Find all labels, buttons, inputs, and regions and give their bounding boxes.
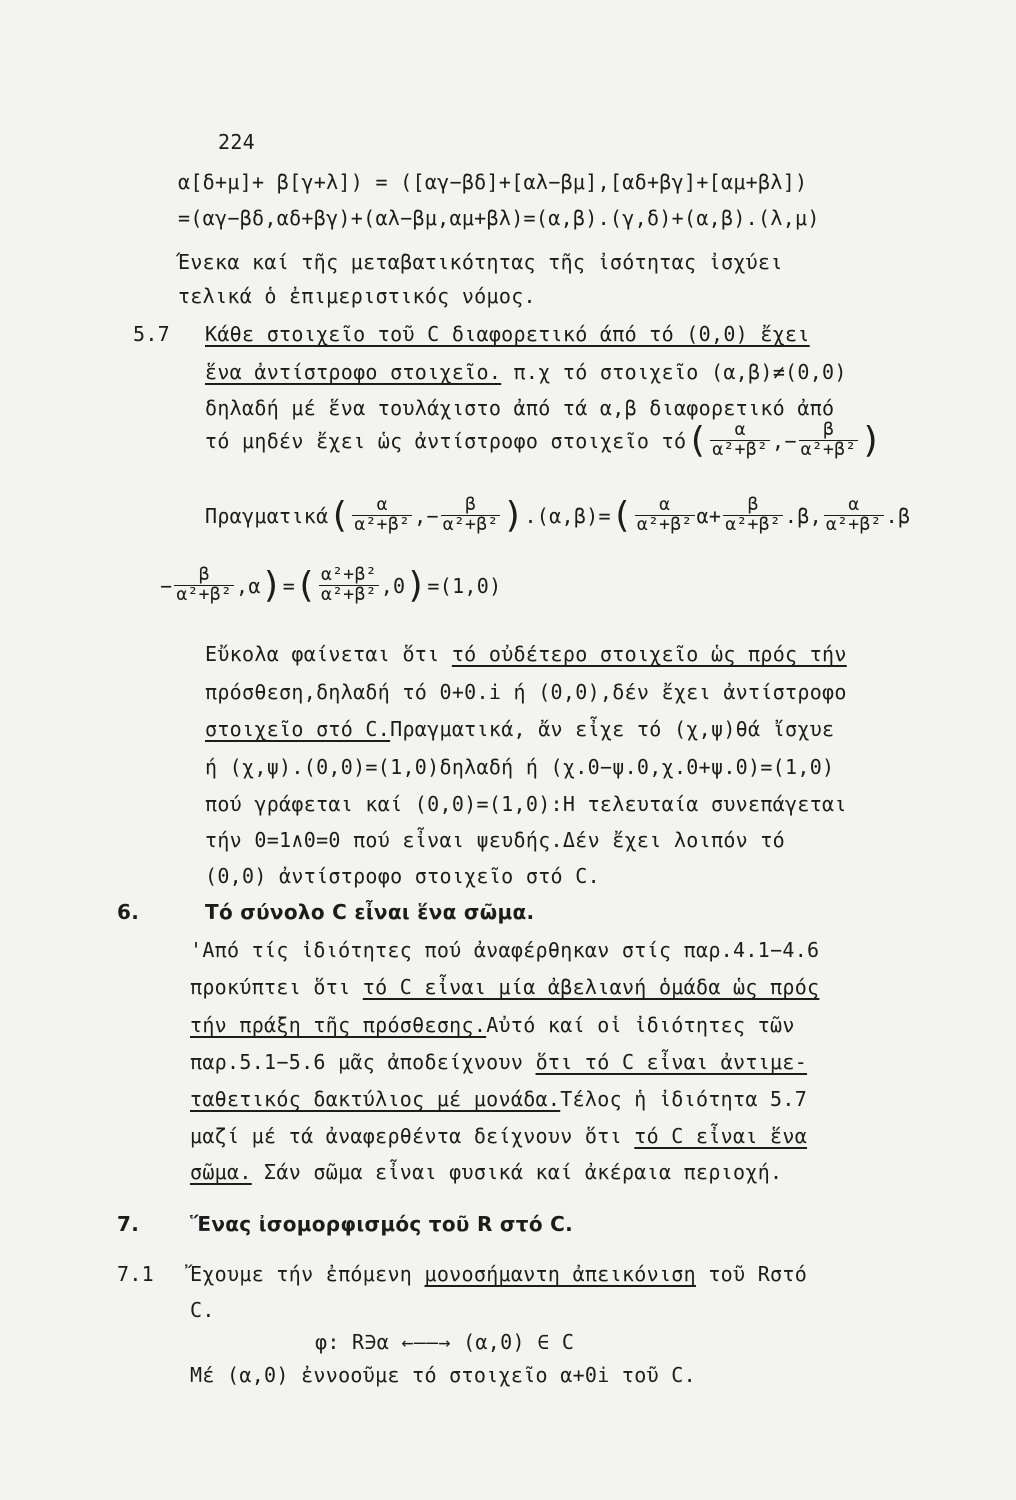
statement-underlined: τό οὐδέτερο στοιχεῖο ὡς πρός τήν — [451, 642, 847, 666]
equation-line-2: =(αγ−βδ,αδ+βγ)+(αλ−βμ,αμ+βλ)=(α,β).(γ,δ)+(α,β).(λ,μ) — [178, 206, 820, 230]
numerator: α — [734, 419, 746, 441]
text: ,0 — [380, 573, 406, 598]
text-line — [190, 1262, 807, 1286]
numerator: α²+β² — [321, 564, 377, 586]
text: .(α,β)= — [524, 503, 611, 528]
statement-underlined: τό C εἶναι μία ἀβελιανή ὁμάδα ὡς πρός — [362, 975, 820, 999]
fraction — [723, 496, 783, 535]
right-paren: ) — [502, 495, 525, 536]
text: Εὔκολα φαίνεται ὅτι — [205, 642, 452, 666]
section-number: 6. — [117, 900, 140, 924]
right-paren: ) — [260, 565, 283, 606]
denominator: α²+β² — [636, 514, 693, 535]
statement-underlined: στοιχεῖο στό C. — [205, 717, 391, 741]
denominator: α²+β² — [725, 514, 781, 535]
text-line — [190, 1087, 807, 1111]
result-line — [160, 565, 501, 606]
page-number: 224 — [218, 130, 256, 154]
text: = — [282, 573, 296, 598]
text: Πραγματικά, ἄν εἶχε τό (χ,ψ)θά ἴσχυε — [390, 717, 835, 741]
text-line: τήν 0=1∧0=0 πού εἶναι ψευδής.Δέν ἔχει λοιπόν τό — [205, 828, 786, 852]
separator: ,− — [414, 503, 439, 528]
fraction — [319, 566, 379, 605]
text-line: τελικά ὁ ἐπιμεριστικός νόμος. — [178, 284, 536, 308]
text: μαζί μέ τά ἀναφερθέντα δείχνουν ὅτι — [190, 1124, 635, 1148]
text: Ἔχουμε τήν ἐπόμενη — [190, 1262, 425, 1286]
numerator: α — [376, 494, 388, 516]
denominator: α²+β² — [176, 584, 233, 605]
equation-line-1: α[δ+μ]+ β[γ+λ]) = ([αγ−βδ]+[αλ−βμ],[αδ+βγ]+[αμ+βλ]) — [178, 170, 808, 194]
text: − — [160, 573, 173, 598]
denominator: α²+β² — [354, 514, 411, 535]
fraction — [441, 496, 501, 535]
text: παρ.5.1−5.6 μᾶς ἀποδείχνουν — [190, 1050, 536, 1074]
text-line: Μέ (α,0) ἐννοοῦμε τό στοιχεῖο α+0i τοῦ C. — [190, 1363, 696, 1387]
text: Τέλος ἡ ἰδιότητα 5.7 — [560, 1087, 808, 1111]
text: Αὐτό καί οἱ ἰδιότητες τῶν — [486, 1013, 795, 1037]
text-line — [190, 975, 819, 999]
numerator: β — [198, 564, 210, 586]
text: προκύπτει ὅτι — [190, 975, 363, 999]
text-line — [190, 1013, 795, 1037]
left-paren: ( — [686, 420, 709, 461]
section-number: 7. — [117, 1212, 140, 1236]
text-line: πρόσθεση,δηλαδή τό 0+0.i ή (0,0),δέν ἔχει ἀντίστροφο — [205, 680, 847, 704]
text-line: δηλαδή μέ ἕνα τουλάχιστο ἀπό τά α,β διαφορετικό ἀπό — [205, 396, 835, 420]
text-line: C. — [190, 1298, 215, 1322]
inverse-line — [205, 420, 882, 461]
numerator: α — [659, 494, 671, 516]
numerator: β — [747, 494, 759, 516]
text: .β — [885, 503, 911, 528]
statement-underlined: τό C εἶναι ἕνα — [634, 1124, 808, 1148]
fraction — [174, 566, 234, 605]
denominator: α²+β² — [712, 439, 768, 460]
denominator: α²+β² — [825, 514, 882, 535]
text-line — [205, 360, 847, 384]
statement-underlined: ἕνα ἀντίστροφο στοιχεῖο. — [205, 360, 502, 384]
fraction — [635, 496, 695, 535]
text-line — [190, 1160, 782, 1184]
denominator: α²+β² — [800, 439, 857, 460]
text-line: πού γράφεται καί (0,0)=(1,0):Η τελευταία συνεπάγεται — [205, 792, 847, 816]
text: Πραγματικά — [205, 503, 329, 528]
statement-underlined: ὅτι τό C εἶναι ἀντιμε- — [535, 1050, 808, 1074]
section-heading: Τό σύνολο C εἶναι ἕνα σῶμα. — [205, 900, 535, 924]
numerator: β — [465, 494, 477, 516]
left-paren: ( — [610, 495, 633, 536]
text: =(1,0) — [427, 573, 502, 598]
text: α+ — [696, 503, 722, 528]
section-number: 7.1 — [117, 1262, 155, 1286]
separator: ,− — [771, 428, 797, 453]
denominator: α²+β² — [442, 514, 499, 535]
numerator: β — [822, 419, 835, 441]
left-paren: ( — [295, 565, 318, 606]
statement-underlined: μονοσήμαντη ἀπεικόνιση — [424, 1262, 696, 1286]
statement-underlined: Κάθε στοιχεῖο τοῦ C διαφορετικό άπό τό (0,0) ἔχει — [205, 322, 810, 346]
left-paren: ( — [328, 495, 351, 536]
numerator: α — [848, 494, 860, 516]
text: τό μηδέν ἔχει ὡς ἀντίστροφο στοιχεῖο τό — [205, 428, 687, 453]
text: .β, — [784, 503, 822, 528]
section-heading: Ἕνας ἰσομορφισμός τοῦ R στό C. — [190, 1212, 574, 1236]
text-line: ή (χ,ψ).(0,0)=(1,0)δηλαδή ή (χ.0−ψ.0,χ.0+ψ.0)=(1,0) — [205, 755, 835, 779]
text-line: Ένεκα καί τῆς μεταβατικότητας τῆς ἰσότητας ἰσχύει — [178, 250, 783, 274]
text-line: 'Από τίς ἰδιότητες πού ἀναφέρθηκαν στίς παρ.4.1−4.6 — [190, 938, 820, 962]
section-number: 5.7 — [133, 322, 171, 346]
text: τοῦ Rστό — [696, 1262, 808, 1286]
mapping-formula: φ: R∋α ←——→ (α,0) ∈ C — [315, 1330, 575, 1354]
fraction — [824, 496, 884, 535]
text: Σάν σῶμα εἶναι φυσικά καί ἀκέραια περιοχή. — [251, 1160, 783, 1184]
fraction — [799, 421, 859, 460]
denominator: α²+β² — [321, 584, 377, 605]
text-line — [190, 1124, 807, 1148]
statement-underlined: ταθετικός δακτύλιος μέ μονάδα. — [190, 1087, 561, 1111]
text: π.χ τό στοιχεῖο (α,β)≠(0,0) — [501, 360, 847, 384]
text-line: (0,0) ἀντίστροφο στοιχεῖο στό C. — [205, 864, 600, 888]
statement-underlined: σῶμα. — [190, 1160, 252, 1184]
statement-underlined: τήν πράξη τῆς πρόσθεσης. — [190, 1013, 487, 1037]
text-line — [205, 642, 847, 666]
right-paren: ) — [405, 565, 428, 606]
fraction — [710, 421, 770, 460]
text: ,α — [236, 573, 261, 598]
right-paren: ) — [860, 420, 883, 461]
fraction — [352, 496, 412, 535]
text-line — [205, 717, 834, 741]
text-line — [190, 1050, 807, 1074]
verification-line — [205, 495, 910, 536]
